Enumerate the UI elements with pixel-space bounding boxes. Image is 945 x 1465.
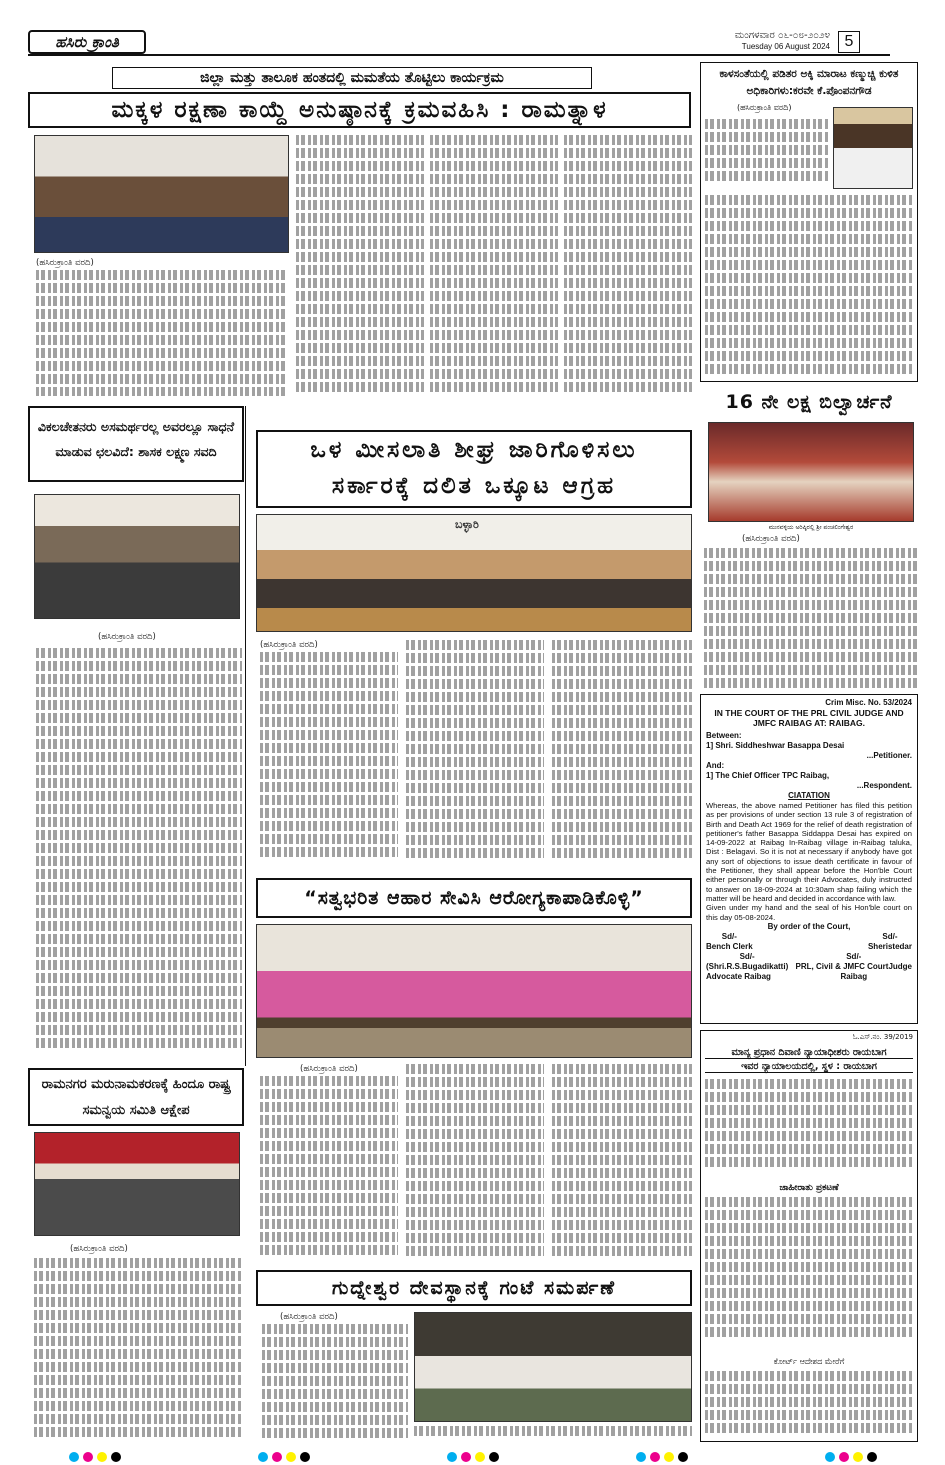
story5-body	[704, 548, 918, 690]
legal2-box	[700, 1030, 918, 1442]
legal1-sig4-place: Raibag	[840, 971, 868, 981]
story8-dateline: (ಹಸಿರುಕ್ರಾಂತಿ ವರದಿ)	[280, 1312, 338, 1322]
story1-kicker: ಜಿಲ್ಲಾ ಮತ್ತು ತಾಲೂಕ ಹಂತದಲ್ಲಿ ಮಮತೆಯ ತೊಟ್ಟಿಲು ಕಾರ್ಯಕ್ರಮ	[112, 67, 592, 89]
reg-mark-1	[67, 1447, 123, 1461]
legal1-sig2-role: Sheristedar	[867, 941, 912, 951]
story6-photo	[34, 1132, 240, 1236]
legal1-between: Between:	[706, 731, 742, 740]
page-number: 5	[838, 31, 860, 53]
story3-headline: ವಿಕಲಚೇತನರು ಅಸಮರ್ಥರಲ್ಲ ಅವರಲ್ಲೂ ಸಾಧನೆ ಮಾಡುವ ಛಲವಿದೆ: ಶಾಸಕ ಲಕ್ಷ್ಮಣ ಸವದಿ	[28, 406, 244, 482]
legal1-court-line2: JMFC RAIBAG AT: RAIBAG.	[753, 718, 865, 728]
story8-headline: ಗುದ್ನೇಶ್ವರ ದೇವಸ್ಥಾನಕ್ಕೆ ಗಂಟೆ ಸಮರ್ಪಣೆ	[256, 1270, 692, 1306]
story4-headline-box	[256, 430, 692, 508]
story7-col2	[406, 1064, 544, 1266]
story8-photo	[414, 1312, 692, 1422]
legal1-court-line1: IN THE COURT OF THE PRL CIVIL JUDGE AND	[714, 708, 904, 718]
reg-mark-5	[823, 1447, 879, 1461]
legal1-box	[700, 694, 918, 1024]
story8-caption	[414, 1426, 692, 1448]
legal1-sig3: Sd/-	[739, 951, 755, 961]
story1-headline: ಮಕ್ಕಳ ರಕ್ಷಣಾ ಕಾಯ್ದೆ ಅನುಷ್ಠಾನಕ್ಕೆ ಕ್ರಮವಹಿಸಿ : ರಾಮತ್ನಾಳ	[28, 92, 691, 128]
story3-box	[28, 406, 246, 1066]
story7-dateline: (ಹಸಿರುಕ್ರಾಂತಿ ವರದಿ)	[300, 1064, 358, 1074]
legal2-notice-title: ಜಾಹೀರಾತು ಪ್ರಕಟಣೆ	[779, 1183, 839, 1193]
story8-body	[262, 1324, 408, 1446]
legal1-order: By order of the Court,	[767, 921, 851, 931]
masthead-date-kn: ಮಂಗಳವಾರ ೦೬-೦೮-೨೦೨೪	[734, 30, 830, 41]
masthead	[28, 30, 890, 56]
legal2-stamp: ಕೋರ್ಟ್ ಆದೇಶದ ಮೇರೆಗೆ	[773, 1357, 845, 1366]
reg-mark-4	[634, 1447, 690, 1461]
story4-headline-line1: ಒಳ ಮೀಸಲಾತಿ ಶೀಘ್ರ ಜಾರಿಗೊಳಿಸಲು	[310, 437, 638, 463]
masthead-date-en: Tuesday 06 August 2024	[741, 42, 830, 51]
legal1-sig2: Sd/-	[882, 931, 898, 941]
legal1-case-no: Crim Misc. No. 53/2024	[825, 698, 912, 707]
legal2-case-no: ಓ.ಎಸ್.ನಂ. 39/2019	[852, 1033, 913, 1041]
legal2-court-line2: ಇವರ ನ್ಯಾಯಾಲಯದಲ್ಲಿ, ಸ್ಥಳ : ರಾಯಬಾಗ	[705, 1061, 913, 1073]
story5-dateline: (ಹಸಿರುಕ್ರಾಂತಿ ವರದಿ)	[742, 534, 800, 544]
reg-mark-2	[256, 1447, 312, 1461]
story2-dateline: (ಹಸಿರುಕ್ರಾಂತಿ ವರದಿ)	[737, 103, 792, 112]
masthead-name: ಹಸಿರು ಕ್ರಾಂತಿ	[28, 30, 146, 54]
story3-dateline: (ಹಸಿರುಕ್ರಾಂತಿ ವರದಿ)	[98, 632, 156, 642]
story6-headline: ರಾಮನಗರ ಮರುನಾಮಕರಣಕ್ಕೆ ಹಿಂದೂ ರಾಷ್ಟ್ರ ಸಮನ್ವಯ ಸಮಿತಿ ಆಕ್ಷೇಪ	[28, 1068, 244, 1126]
story6-dateline: (ಹಸಿರುಕ್ರಾಂತಿ ವರದಿ)	[70, 1244, 128, 1254]
legal1-and: And:	[706, 761, 725, 770]
legal1-sig1: Sd/-	[721, 931, 737, 941]
story2-body-2	[705, 195, 913, 377]
legal1-given: Given under my hand and the seal of his Hon'ble court on this day 05-08-2024.	[706, 903, 912, 922]
story5-headline: 16 ನೇ ಲಕ್ಷ ಬಿಲ್ವಾರ್ಚನೆ	[725, 391, 893, 413]
story3-photo	[34, 494, 240, 619]
reg-mark-3	[445, 1447, 501, 1461]
legal1-sig3-name: (Shri.R.S.Bugadikatti)	[706, 961, 789, 971]
story6-body	[34, 1258, 242, 1448]
story2-headline: ಕಾಳಸಂತೆಯಲ್ಲಿ ಪಡಿತರ ಅಕ್ಕಿ ಮಾರಾಟ ಕಣ್ಮುಚ್ಚಿ ಕುಳಿತ ಅಧಿಕಾರಿಗಳು:ಕರವೇ ಕೆ.ಪೊಂಪನಗೌಡ	[719, 68, 899, 97]
story4-headline-line2: ಸರ್ಕಾರಕ್ಕೆ ದಲಿತ ಒಕ್ಕೂಟ ಆಗ್ರಹ	[331, 473, 617, 499]
legal2-parties	[705, 1079, 913, 1179]
story4-col3	[552, 640, 692, 872]
story7-col3	[552, 1064, 692, 1266]
story4-dateline: (ಹಸಿರುಕ್ರಾಂತಿ ವರದಿ)	[260, 640, 318, 650]
story2-box	[700, 62, 918, 382]
story4-col2	[406, 640, 544, 872]
story2-portrait	[833, 107, 913, 189]
legal1-sig4-role: PRL, Civil & JMFC CourtJudge	[795, 961, 912, 971]
story3-body	[36, 648, 242, 1060]
story1-body-left	[36, 270, 288, 396]
legal1-respondent: 1] The Chief Officer TPC Raibag,	[706, 771, 830, 780]
story7-photo	[256, 924, 692, 1058]
story7-col1	[260, 1076, 398, 1266]
story7-headline: “ಸತ್ವಭರಿತ ಆಹಾರ ಸೇವಿಸಿ ಆರೋಗ್ಯಕಾಪಾಡಿಕೊಳ್ಳಿ”	[256, 878, 692, 918]
story1-body-col2	[296, 135, 424, 397]
legal1-petitioner: 1] Shri. Siddheshwar Basappa Desai	[706, 741, 845, 750]
story2-body	[705, 119, 829, 191]
legal1-respondent-role: ...Respondent.	[856, 781, 912, 790]
story5-caption: ಮುನವಳ್ಳಿಯ ಅರಿಷ್ಠಿರಲ್ಲಿ ಶ್ರೀ ಪಂಚಲಿಂಗೇಶ್ವರ	[768, 524, 854, 531]
story4-col1	[260, 652, 398, 872]
legal1-sig1-role: Bench Clerk	[706, 941, 753, 951]
legal1-body: Whereas, the above named Petitioner has filed this petition as per provisions of under section 13 rule 3 of registration of Birth and Death Act 1969 for the relief of death registration of petitioner's father Basappa Siddappa Desai has expired on 14-09-2022 at Raibag In-Raibag village in-Raibag taluka, Dist : Belagavi. So it is not at necessary if anybody have got any sort of objections to issue death certificate in favour of the Petitioner, they shall appear before the Hon'ble Court either personally or through their Advocates, duly instructed to answer on 18-09-2024 at 10:30am shap failing which the matter will be heard and decided in accordance with law.	[706, 801, 912, 903]
registration-marks	[0, 1447, 945, 1461]
legal2-court-line1: ಮಾನ್ಯ ಪ್ರಧಾನ ದಿವಾಣಿ ನ್ಯಾಯಾಧೀಶರು ರಾಯಬಾಗ	[705, 1047, 913, 1059]
story1-body-col3	[430, 135, 558, 397]
legal1-sig3-role: Advocate Raibag	[706, 971, 771, 981]
legal1-sig4: Sd/-	[846, 951, 862, 961]
story1-body-col4	[564, 135, 692, 397]
story4-photo-caption: ಬಳ್ಳಾರಿ	[455, 518, 479, 531]
legal1-petitioner-role: ...Petitioner.	[866, 751, 912, 760]
legal2-body	[705, 1197, 913, 1347]
legal1-title: CIATATION	[788, 791, 830, 800]
story5-photo	[708, 422, 914, 522]
story1-photo	[34, 135, 289, 253]
legal2-signatures	[705, 1371, 913, 1437]
story1-dateline: (ಹಸಿರುಕ್ರಾಂತಿ ವರದಿ)	[36, 258, 94, 268]
